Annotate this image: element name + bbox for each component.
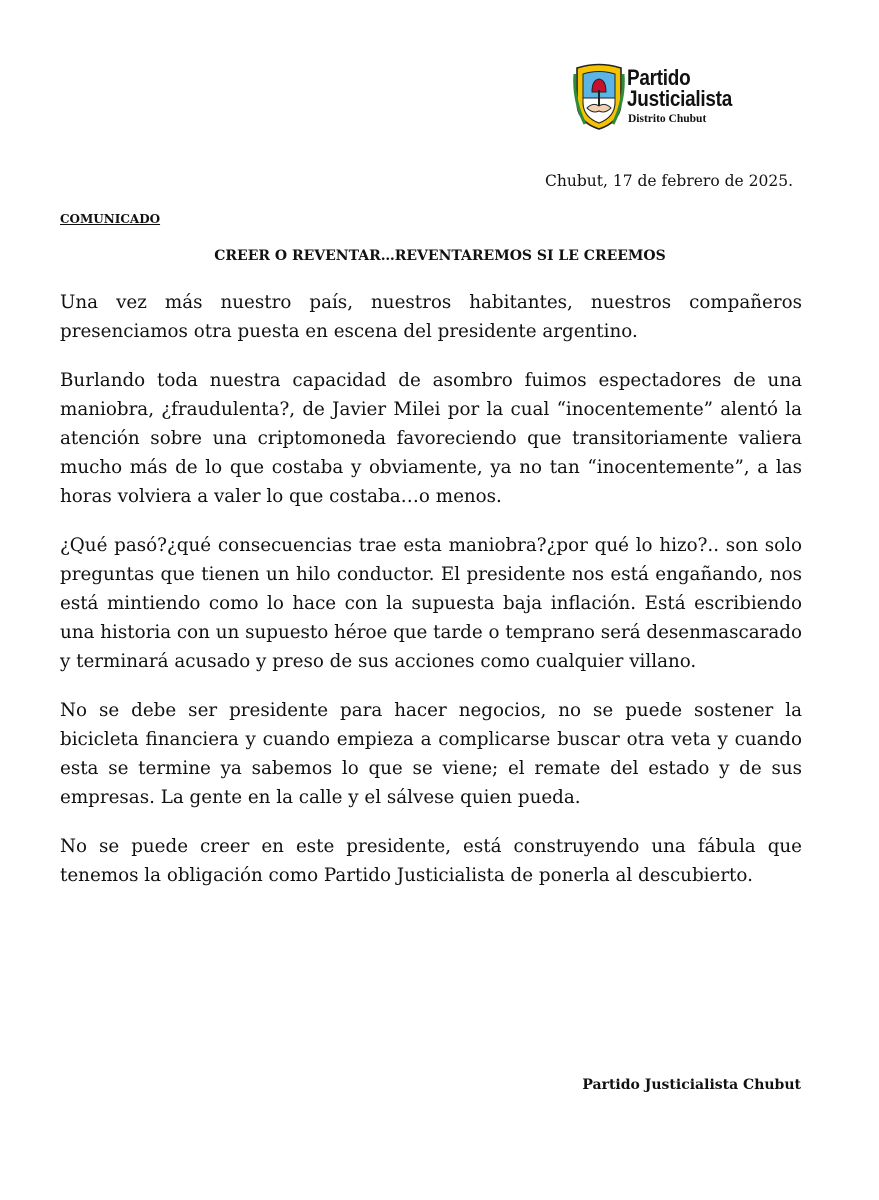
document-title: CREER O REVENTAR…REVENTAREMOS SI LE CREEMOS: [214, 248, 666, 264]
body-paragraph: No se puede creer en este presidente, está construyendo una fábula que tenemos la obligación como Partido Justicialista de ponerla al descubierto.: [60, 836, 802, 886]
logo-text-district: Distrito Chubut: [628, 113, 707, 125]
document-body: [60, 288, 802, 910]
body-paragraph: ¿Qué pasó?¿qué consecuencias trae esta maniobra?¿por qué lo hizo?.. son solo preguntas que tienen un hilo conductor. El presidente nos está engañando, nos está mintiendo como lo hace con la supuesta baja inflación. Está escribiendo una historia con un supuesto héroe que tarde o temprano será desenmascarado y terminará acusado y preso de sus acciones como cualquier villano.: [60, 535, 802, 672]
document-label: COMUNICADO: [60, 212, 161, 226]
logo-text-partido: Partido: [627, 65, 691, 90]
document-date: Chubut, 17 de febrero de 2025.: [545, 172, 793, 190]
signature: Partido Justicialista Chubut: [582, 1077, 801, 1093]
party-logo: [573, 62, 763, 132]
body-paragraph: Burlando toda nuestra capacidad de asombro fuimos espectadores de una maniobra, ¿fraudulenta?, de Javier Milei por la cual “inocentemente” alentó la atención sobre una criptomoneda favoreciendo que transitoriamente valiera mucho más de lo que costaba y obviamente, ya no tan “inocentemente”, a las horas volviera a valer lo que costaba…o menos.: [60, 370, 802, 507]
body-paragraph: Una vez más nuestro país, nuestros habitantes, nuestros compañeros presenciamos otra puesta en escena del presidente argentino.: [60, 292, 802, 342]
body-paragraph: No se debe ser presidente para hacer negocios, no se puede sostener la bicicleta financiera y cuando empieza a complicarse buscar otra veta y cuando esta se termine ya sabemos lo que se viene; el remate del estado y de sus empresas. La gente en la calle y el sálvese quien pueda.: [60, 700, 802, 808]
party-shield-icon: [573, 62, 625, 130]
logo-text-justicialista: Justicialista: [627, 86, 732, 111]
